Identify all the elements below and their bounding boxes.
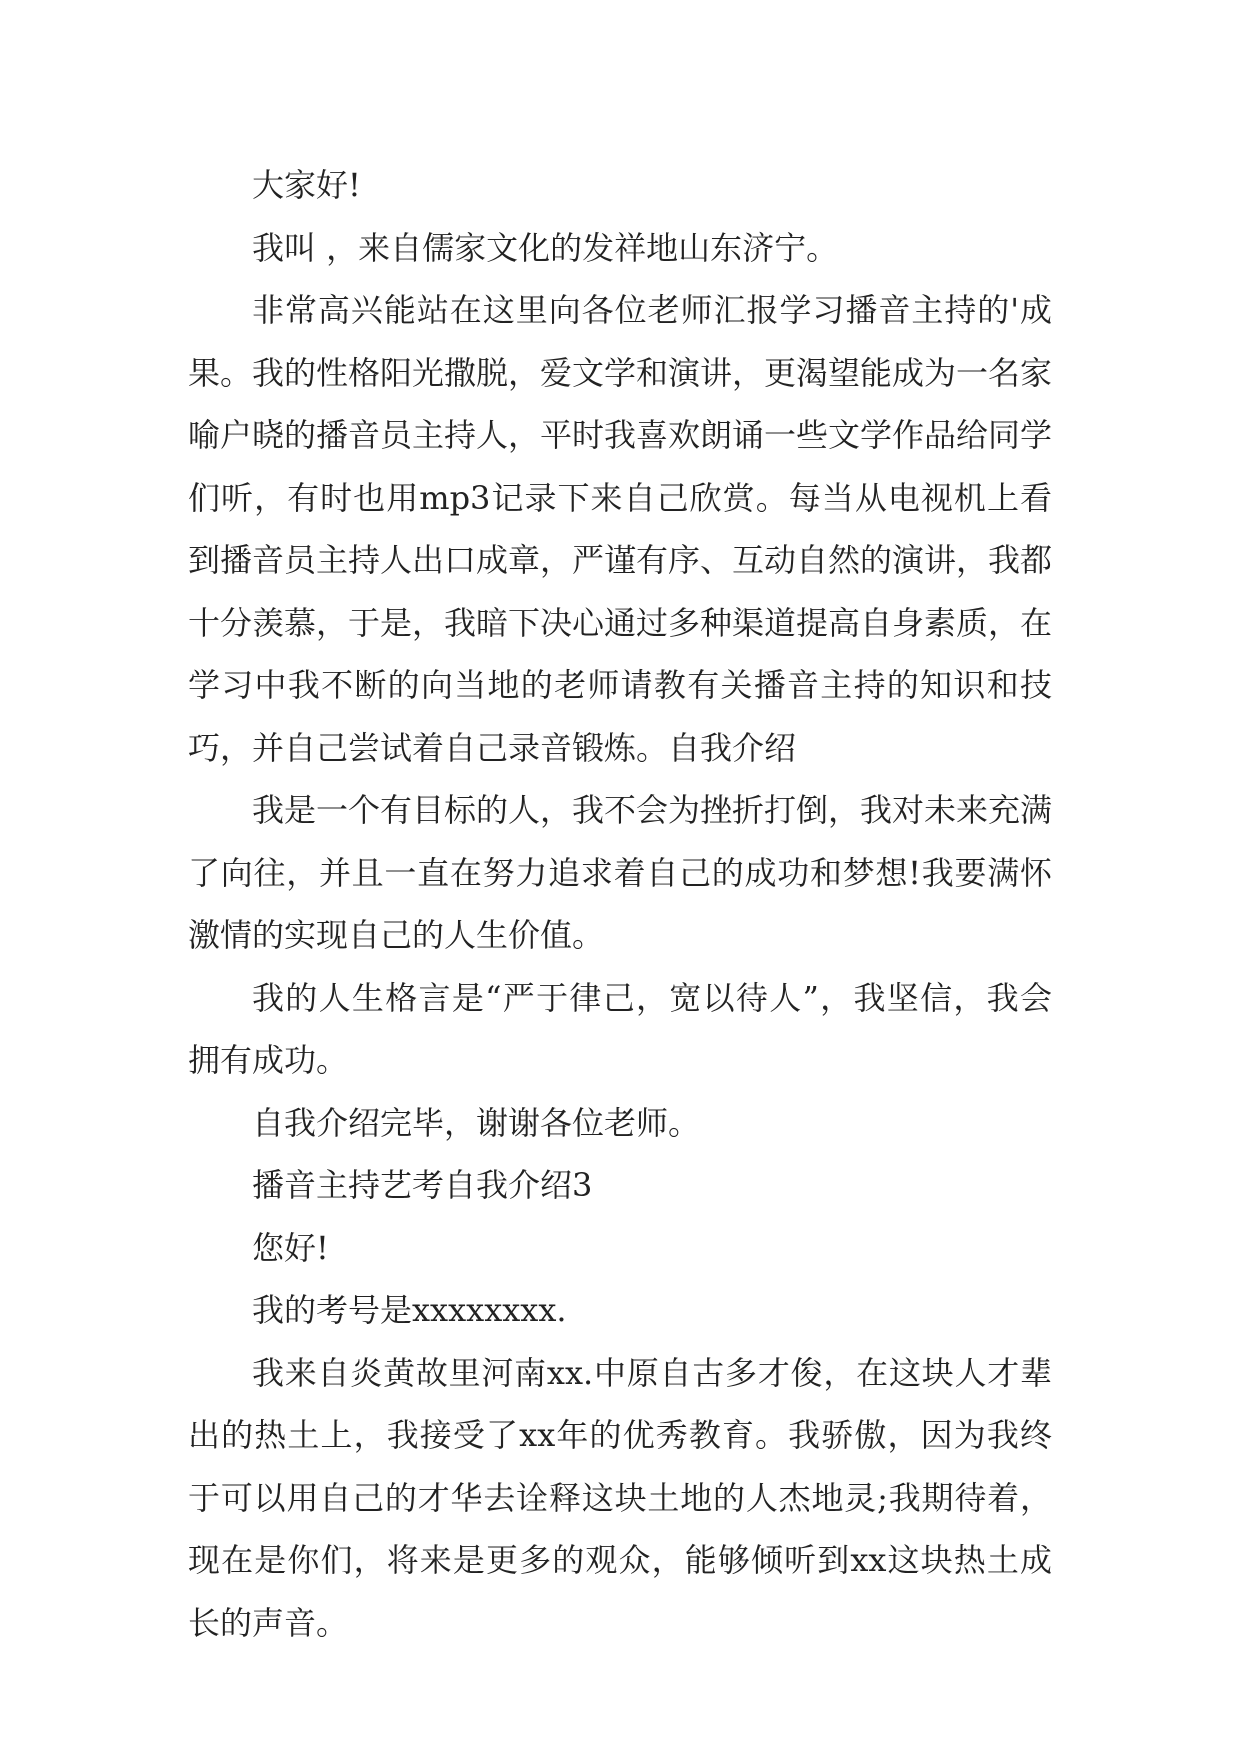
paragraph-motto: 我的人生格言是“严于律己，宽以待人”，我坚信，我会拥有成功。 [188,978,1052,1079]
paragraph-exam-number: 我的考号是xxxxxxxx. [252,1291,567,1329]
paragraph-greeting-2: 您好! [252,1228,329,1267]
paragraph-broadcast-study: 非常高兴能站在这里向各位老师汇报学习播音主持的'成果。我的性格阳光撒脱，爱文学和演讲，更渴望能成为一名家喻户晓的播音员主持人，平时我喜欢朗诵一些文学作品给同学们听，有时也用mp3记录下来自己欣赏。每当从电视机上看到播音员主持人出口成章，严谨有序、互动自然的演讲，我都十分羡慕，于是，我暗下决心通过多种渠道提高自身素质，在学习中我不断的向当地的老师请教有关播音主持的知识和技巧，并自己尝试着自己录音锻炼。自我介绍 [188,291,1053,767]
paragraph-name-origin: 我叫 ，来自儒家文化的发祥地山东济宁。 [252,228,839,267]
paragraph-closing: 自我介绍完毕，谢谢各位老师。 [252,1103,701,1142]
paragraph-goals: 我是一个有目标的人，我不会为挫折打倒，我对未来充满了向往，并且一直在努力追求着自己的成功和梦想!我要满怀激情的实现自己的人生价值。 [188,791,1053,954]
paragraph-hometown: 我来自炎黄故里河南xx.中原自古多才俊，在这块人才辈出的热土上，我接受了xx年的优秀教育。我骄傲，因为我终于可以用自己的才华去诠释这块土地的人杰地灵;我期待着，现在是你们，将来是更多的观众，能够倾听到xx这块热土成长的声音。 [188,1353,1052,1642]
paragraph-greeting: 大家好! [252,166,361,204]
section-heading: 播音主持艺考自我介绍3 [252,1166,593,1204]
document-body [188,154,1052,1654]
